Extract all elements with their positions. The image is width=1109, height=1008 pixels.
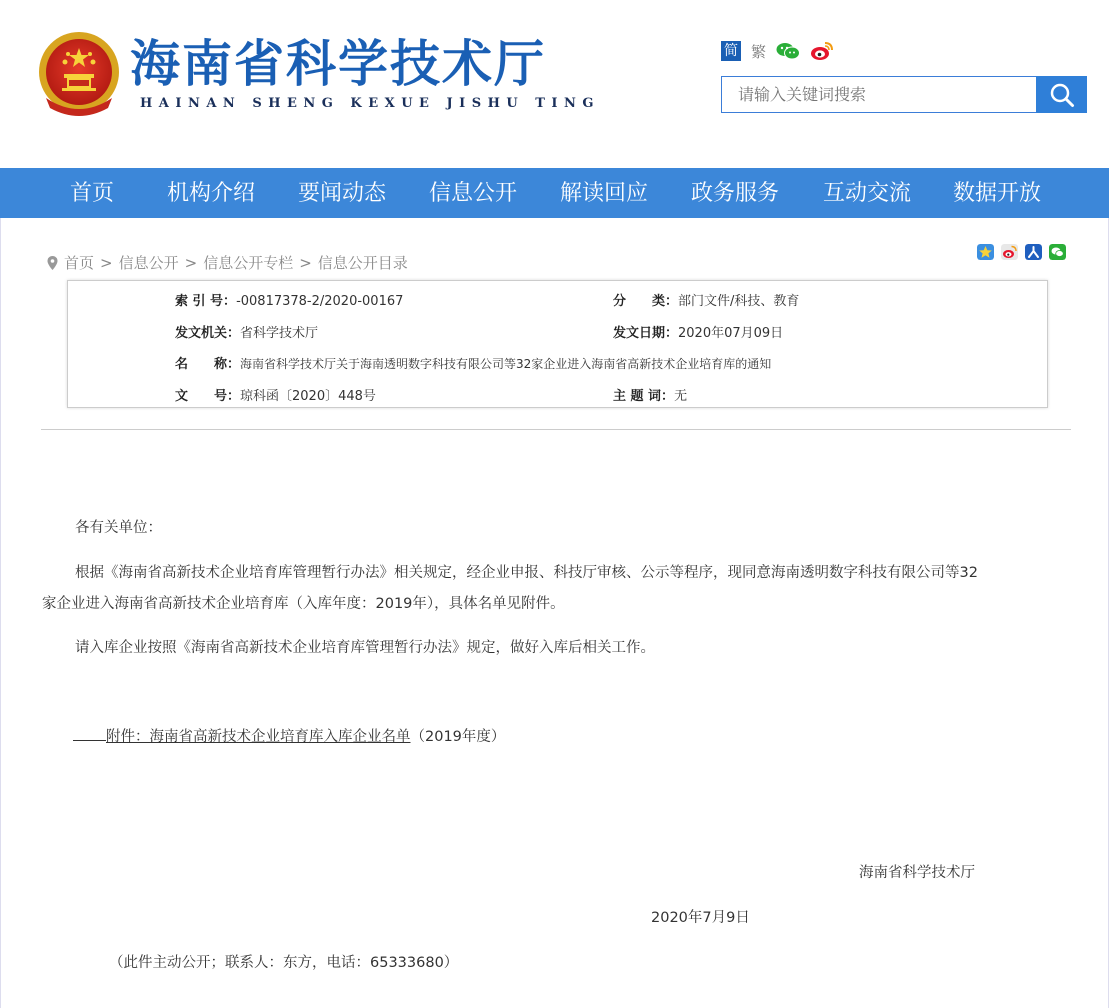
breadcrumb-separator: > — [299, 253, 312, 272]
location-pin-icon — [47, 256, 58, 270]
salutation: 各有关单位： — [75, 520, 162, 536]
nav-item-government-services[interactable]: 政务服务 — [691, 181, 780, 206]
meta-docno-label: 文 号： — [175, 389, 241, 404]
nav-item-info-disclosure[interactable]: 信息公开 — [429, 181, 518, 206]
site-subtitle: HAINAN SHENG KEXUE JISHU TING — [140, 96, 600, 111]
contact-note: （此件主动公开；联系人：东方，电话：65333680） — [109, 955, 459, 971]
meta-issuer — [175, 322, 318, 341]
meta-keywords — [613, 385, 687, 404]
nav-item-home[interactable]: 首页 — [70, 181, 115, 206]
meta-docno-value: 琼科函〔2020〕448号 — [240, 389, 376, 404]
nav-item-interaction[interactable]: 互动交流 — [823, 181, 912, 206]
breadcrumb-separator: > — [184, 253, 198, 272]
search-icon — [1049, 82, 1075, 108]
meta-issuer-label: 发文机关： — [175, 326, 241, 341]
meta-keywords-label: 主 题 词： — [613, 389, 675, 404]
content-area — [0, 218, 1109, 1008]
breadcrumb-info-catalog[interactable]: 信息公开目录 — [317, 254, 408, 272]
breadcrumb-separator: > — [100, 253, 113, 272]
meta-name-label: 名 称： — [175, 357, 241, 372]
meta-date — [613, 322, 783, 341]
traditional-chinese-button[interactable]: 繁 — [751, 42, 767, 61]
meta-index — [175, 290, 403, 309]
document-date: 2020年7月9日 — [651, 910, 750, 926]
meta-date-value: 2020年07月09日 — [678, 326, 784, 341]
share-bar — [977, 244, 1066, 260]
meta-category-label: 分 类： — [613, 294, 679, 309]
nav-item-interpretation[interactable]: 解读回应 — [560, 181, 649, 206]
nav-item-about[interactable]: 机构介绍 — [167, 181, 256, 206]
search-input-wrapper — [721, 76, 1037, 113]
meta-keywords-value: 无 — [674, 389, 688, 404]
simplified-chinese-button[interactable]: 简 — [721, 41, 741, 61]
meta-name — [175, 353, 771, 372]
meta-index-value: -00817378-2/2020-00167 — [236, 294, 404, 309]
meta-issuer-value: 省科学技术厅 — [240, 326, 319, 341]
breadcrumb-info-column[interactable]: 信息公开专栏 — [203, 254, 294, 272]
underline-blank — [73, 727, 106, 741]
meta-category-value: 部门文件/科技、教育 — [678, 294, 800, 309]
search-button[interactable] — [1036, 76, 1087, 113]
attachment-line — [73, 725, 505, 746]
meta-category — [613, 290, 799, 309]
breadcrumb-home[interactable]: 首页 — [64, 254, 95, 272]
signature: 海南省科学技术厅 — [859, 865, 975, 881]
meta-index-label: 索 引 号： — [175, 294, 237, 309]
weibo-icon[interactable] — [810, 41, 834, 61]
site-title: 海南省科学技术厅 — [130, 35, 546, 93]
meta-docno — [175, 385, 376, 404]
site-header — [0, 0, 1109, 168]
divider — [41, 429, 1071, 430]
national-emblem-icon[interactable] — [36, 28, 122, 118]
weibo-share-icon[interactable] — [1001, 244, 1018, 260]
nav-item-news[interactable]: 要闻动态 — [298, 181, 387, 206]
main-nav — [0, 168, 1109, 218]
attachment-link[interactable]: 附件：海南省高新技术企业培育库入库企业名单 — [106, 729, 411, 745]
meta-name-value: 海南省科学技术厅关于海南透明数字科技有限公司等32家企业进入海南省高新技术企业培育库的通知 — [240, 357, 772, 371]
breadcrumb-info-disclosure[interactable]: 信息公开 — [118, 254, 179, 272]
meta-date-label: 发文日期： — [613, 326, 679, 341]
paragraph-1-line-1: 根据《海南省高新技术企业培育库管理暂行办法》相关规定，经企业申报、科技厅审核、公示等程序，现同意海南透明数字科技有限公司等32 — [75, 565, 978, 581]
paragraph-1-line-2: 家企业进入海南省高新技术企业培育库（入库年度：2019年），具体名单见附件。 — [42, 596, 565, 612]
search-input[interactable] — [722, 77, 1036, 112]
people-share-icon[interactable] — [1025, 244, 1042, 260]
attachment-suffix: （2019年度） — [410, 729, 506, 745]
nav-item-open-data[interactable]: 数据开放 — [953, 181, 1042, 206]
breadcrumb — [47, 252, 408, 273]
paragraph-2: 请入库企业按照《海南省高新技术企业培育库管理暂行办法》规定，做好入库后相关工作。 — [75, 640, 655, 656]
qzone-share-icon[interactable] — [977, 244, 994, 260]
wechat-share-icon[interactable] — [1049, 244, 1066, 260]
document-metadata-box — [67, 280, 1048, 408]
wechat-icon[interactable] — [776, 42, 800, 60]
lang-toolbar — [721, 40, 834, 62]
